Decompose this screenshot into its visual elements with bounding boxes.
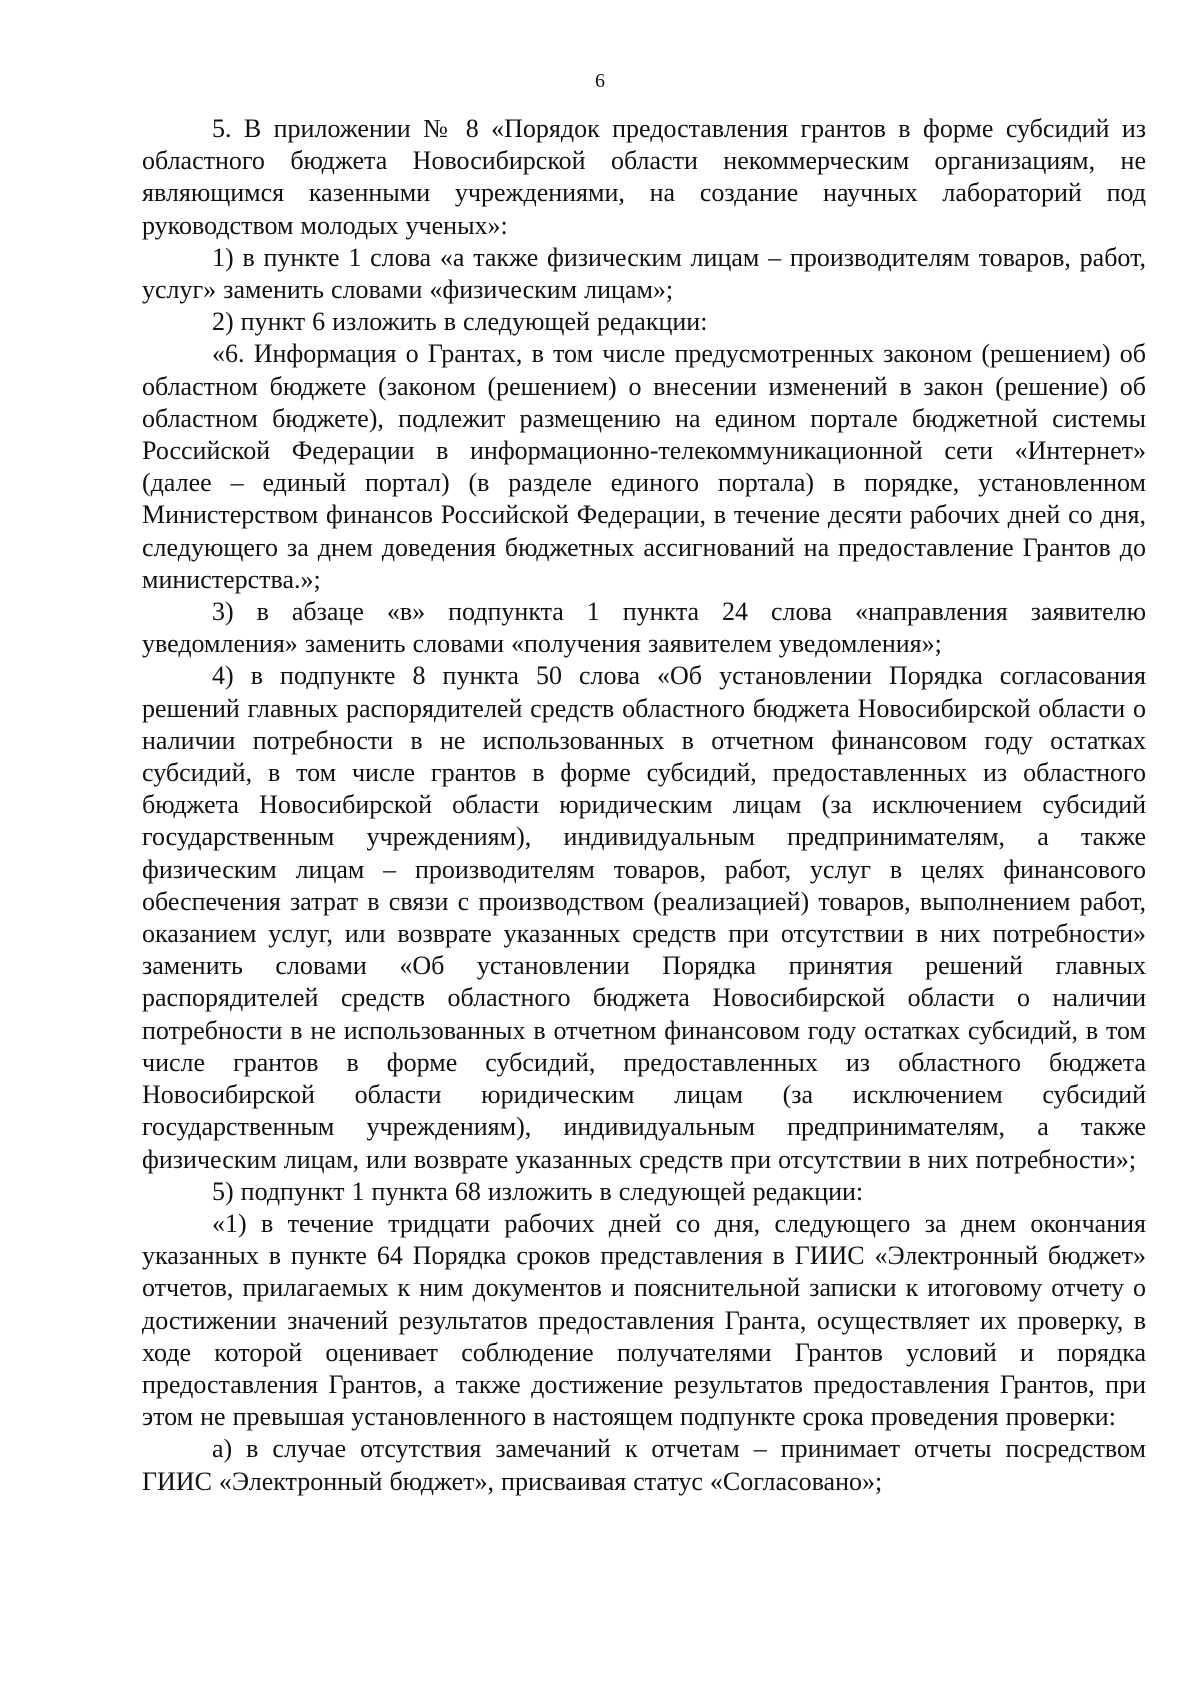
- paragraph-subitem-a: а) в случае отсутствия замечаний к отчетам – принимает отчеты посредством ГИИС «Электронный бюджет», присваивая статус «Согласовано»;: [142, 1434, 1146, 1496]
- page-number: 6: [595, 70, 605, 92]
- paragraph-subitem-4: 4) в подпункте 8 пункта 50 слова «Об установлении Порядка согласования решений главных распорядителей средств областного бюджета Новосибирской области о наличии потребности в не использованных в отчетном финансовом году остатках субсидий, в том числе грантов в форме субсидий, предоставленных из областного бюджета Новосибирской области юридическим лицам (за исключением субсидий государственным учреждениям), индивидуальным предпринимателям, а также физическим лицам – производителям товаров, работ, услуг в целях финансового обеспечения затрат в связи с производством (реализацией) товаров, выполнением работ, оказанием услуг, или возврате указанных средств при отсутствии в них потребности» заменить словами «Об установлении Порядка принятия решений главных распорядителей средств областного бюджета Новосибирской области о наличии потребности в не использованных в отчетном финансовом году остатках субсидий, в том числе грантов в форме субсидий, предоставленных из областного бюджета Новосибирской области юридическим лицам (за исключением субсидий государственным учреждениям), индивидуальным предпринимателям, а также физическим лицам, или возврате указанных средств при отсутствии в них потребности»;: [142, 661, 1146, 1174]
- paragraph-quoted-point-6: «6. Информация о Грантах, в том числе предусмотренных законом (решением) об областном бюджете (законом (решением) о внесении изменений в закон (решение) об областном бюджете), подлежит размещению на едином портале бюджетной системы Российской Федерации в информационно-телекоммуникационной сети «Интернет» (далее – единый портал) (в разделе единого портала) в порядке, установленном Министерством финансов Российской Федерации, в течение десяти рабочих дней со дня, следующего за днем доведения бюджетных ассигнований на предоставление Грантов до министерства.»;: [142, 339, 1146, 594]
- paragraph-quoted-subitem-1: «1) в течение тридцати рабочих дней со дня, следующего за днем окончания указанных в пункте 64 Порядка сроков представления в ГИИС «Электронный бюджет» отчетов, прилагаемых к ним документов и пояснительной записки к итоговому отчету о достижении значений результатов предоставления Гранта, осуществляет их проверку, в ходе которой оценивает соблюдение получателями Грантов условий и порядка предоставления Грантов, а также достижение результатов предоставления Грантов, при этом не превышая установленного в настоящем подпункте срока проведения проверки:: [142, 1208, 1146, 1432]
- document-body: [142, 113, 1146, 1498]
- paragraph-subitem-3: 3) в абзаце «в» подпункта 1 пункта 24 слова «направления заявителю уведомления» заменить словами «получения заявителем уведомления»;: [142, 597, 1146, 659]
- paragraph-subitem-2: 2) пункт 6 изложить в следующей редакции:: [212, 307, 708, 337]
- paragraph-item-5: 5. В приложении № 8 «Порядок предоставления грантов в форме субсидий из областного бюджета Новосибирской области некоммерческим организациям, не являющимся казенными учреждениями, на создание научных лабораторий под руководством молодых ученых»:: [142, 114, 1146, 240]
- paragraph-subitem-1: 1) в пункте 1 слова «а также физическим лицам – производителям товаров, работ, услуг» заменить словами «физическим лицам»;: [142, 242, 1146, 305]
- paragraph-subitem-5: 5) подпункт 1 пункта 68 изложить в следующей редакции:: [212, 1176, 864, 1206]
